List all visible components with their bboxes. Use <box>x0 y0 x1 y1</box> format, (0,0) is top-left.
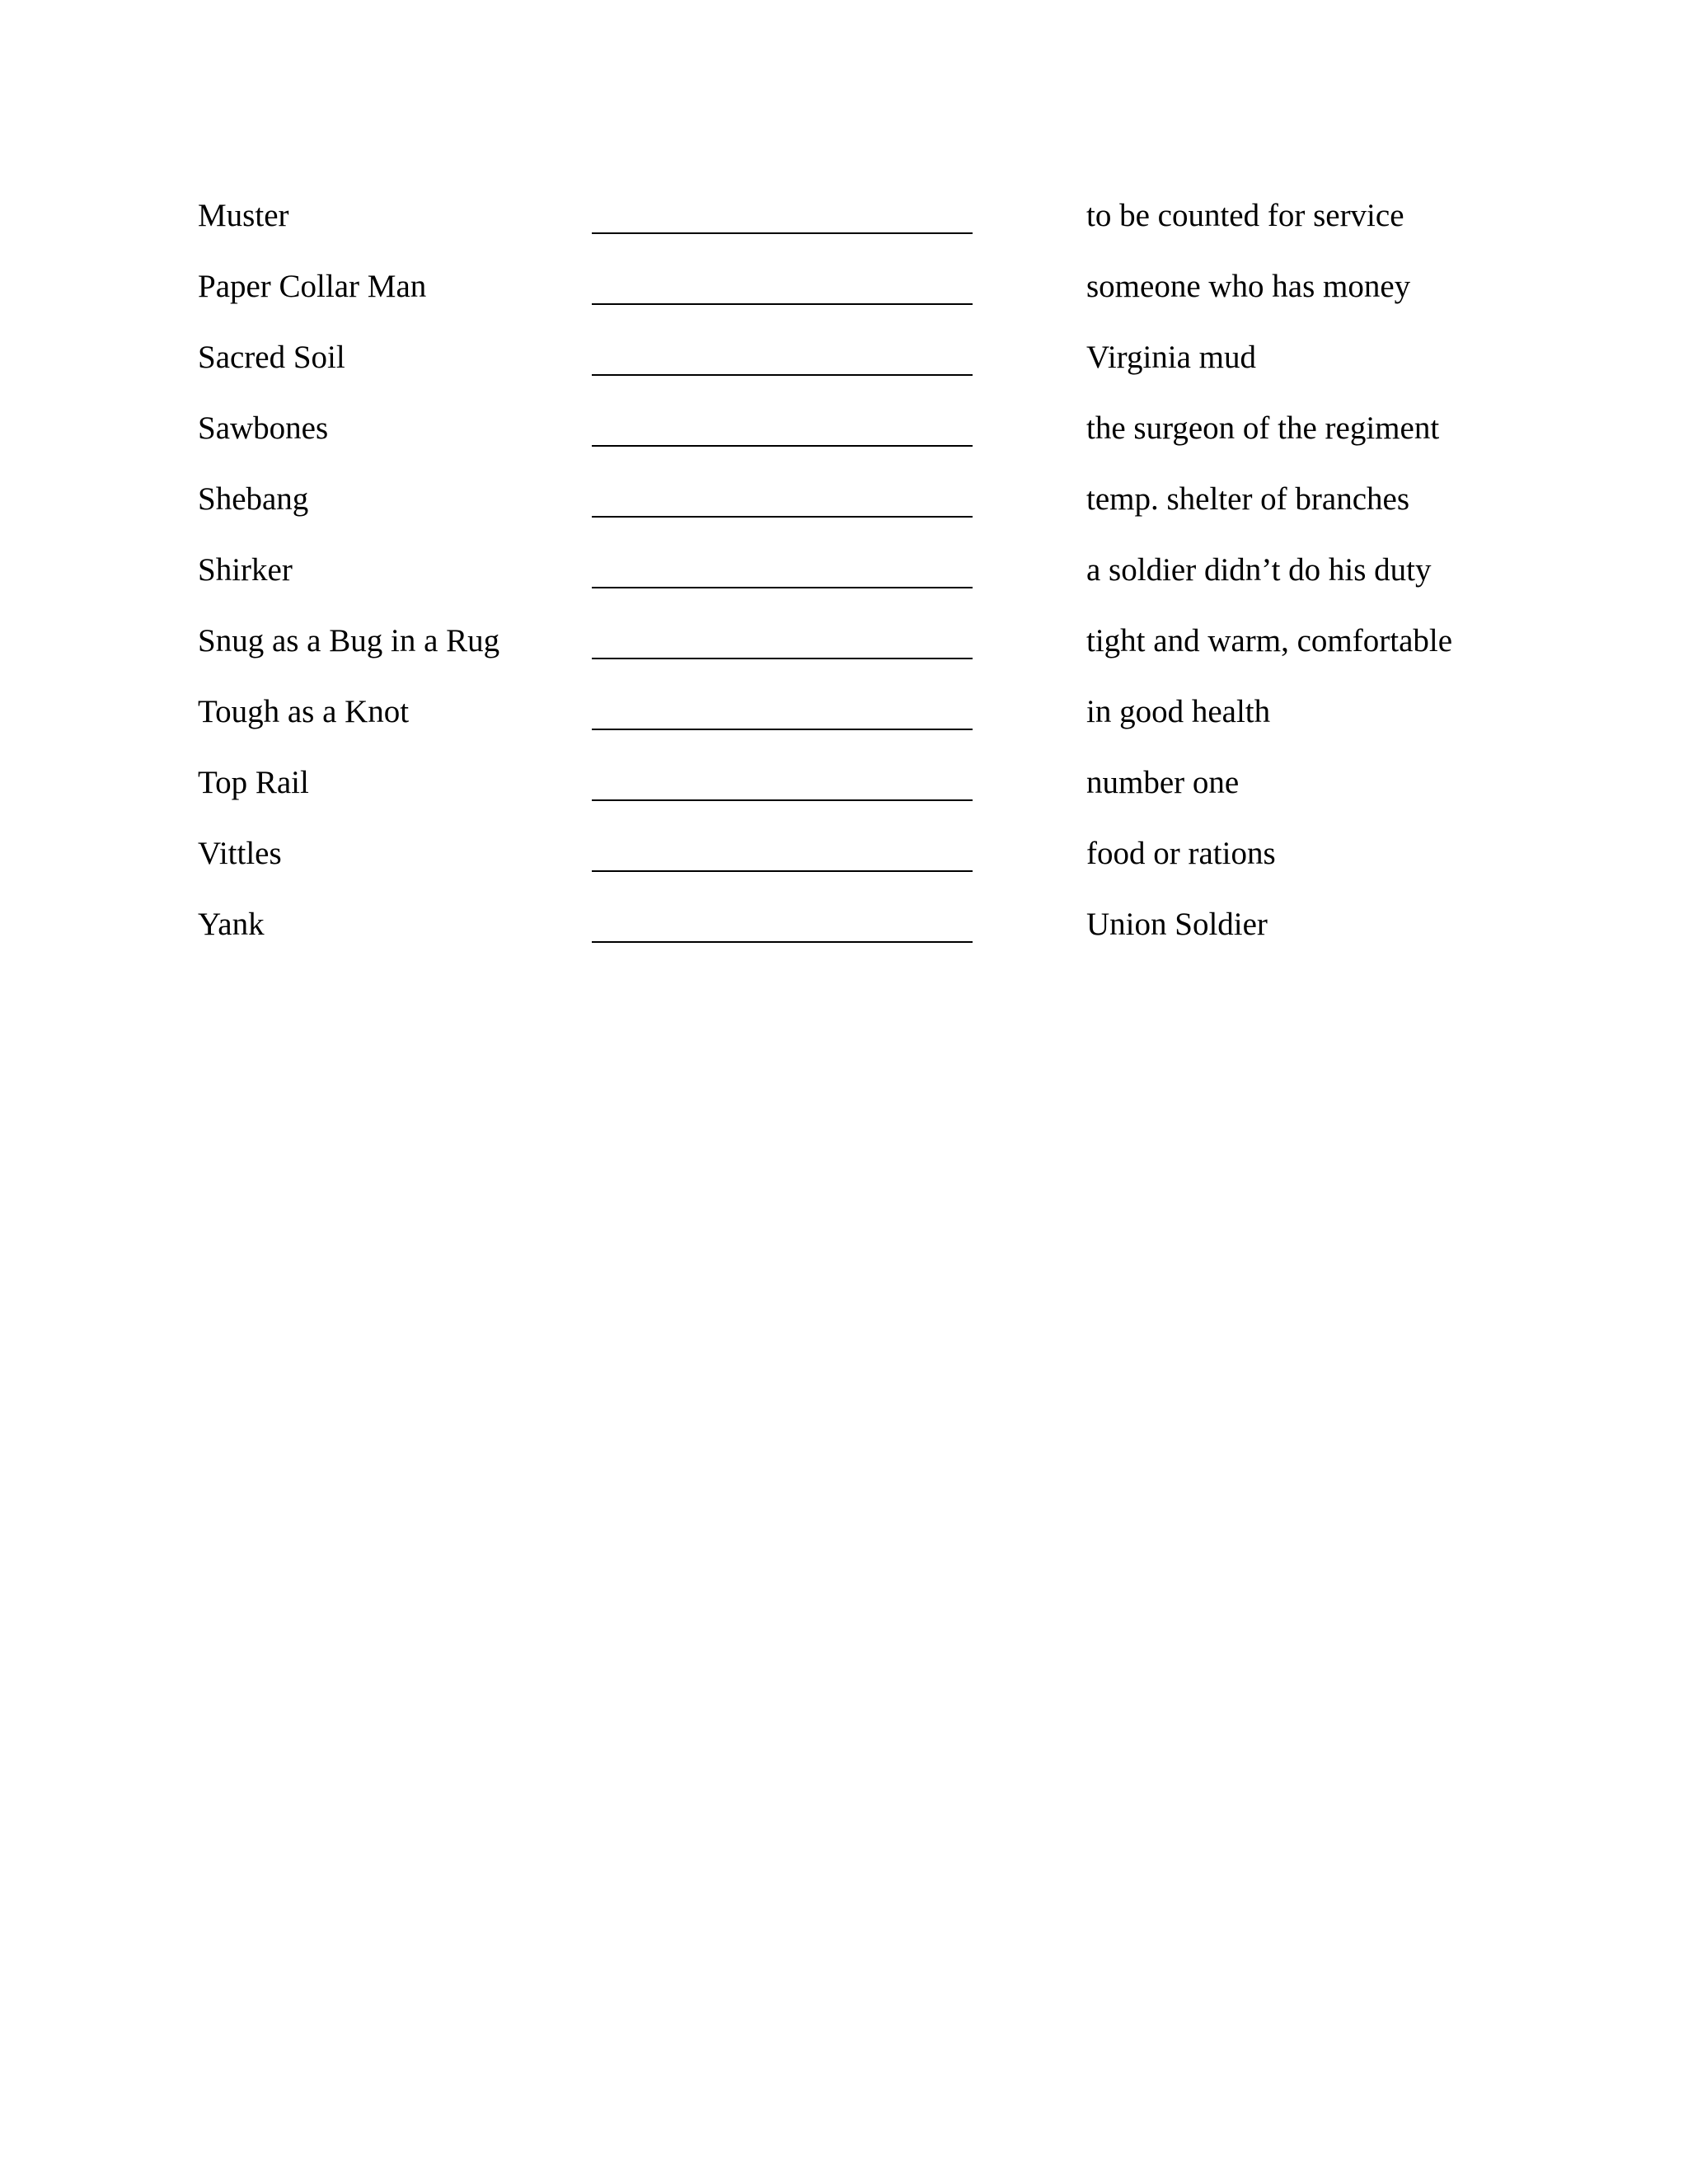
answer-blank[interactable] <box>592 587 973 588</box>
vocab-row <box>0 409 1688 480</box>
answer-blank[interactable] <box>592 516 973 518</box>
vocab-row <box>0 834 1688 905</box>
term: Muster <box>198 198 289 233</box>
definition: number one <box>1086 765 1240 800</box>
definition: temp. shelter of branches <box>1086 481 1410 517</box>
vocab-row <box>0 551 1688 621</box>
term: Shebang <box>198 481 309 517</box>
answer-blank[interactable] <box>592 303 973 305</box>
term: Sawbones <box>198 410 329 446</box>
term: Paper Collar Man <box>198 269 427 304</box>
definition: Virginia mud <box>1086 340 1257 375</box>
definition: Union Soldier <box>1086 907 1268 942</box>
definition: in good health <box>1086 694 1271 729</box>
answer-blank[interactable] <box>592 870 973 872</box>
definition: food or rations <box>1086 836 1276 871</box>
answer-blank[interactable] <box>592 799 973 801</box>
term: Snug as a Bug in a Rug <box>198 623 500 658</box>
term: Sacred Soil <box>198 340 345 375</box>
vocab-row <box>0 338 1688 409</box>
term: Tough as a Knot <box>198 694 410 729</box>
term: Top Rail <box>198 765 309 800</box>
answer-blank[interactable] <box>592 941 973 943</box>
vocab-row <box>0 480 1688 551</box>
term: Yank <box>198 907 265 942</box>
answer-blank[interactable] <box>592 658 973 659</box>
definition: someone who has money <box>1086 269 1411 304</box>
definition: a soldier didn’t do his duty <box>1086 552 1432 588</box>
answer-blank[interactable] <box>592 729 973 730</box>
answer-blank[interactable] <box>592 374 973 376</box>
definition: the surgeon of the regiment <box>1086 410 1440 446</box>
vocab-row <box>0 621 1688 692</box>
vocab-row <box>0 196 1688 267</box>
term: Vittles <box>198 836 282 871</box>
vocab-row <box>0 267 1688 338</box>
definition: tight and warm, comfortable <box>1086 623 1453 658</box>
vocab-row <box>0 692 1688 763</box>
vocab-row <box>0 763 1688 834</box>
definition: to be counted for service <box>1086 198 1404 233</box>
term: Shirker <box>198 552 293 588</box>
answer-blank[interactable] <box>592 232 973 234</box>
vocab-row <box>0 905 1688 976</box>
answer-blank[interactable] <box>592 445 973 447</box>
